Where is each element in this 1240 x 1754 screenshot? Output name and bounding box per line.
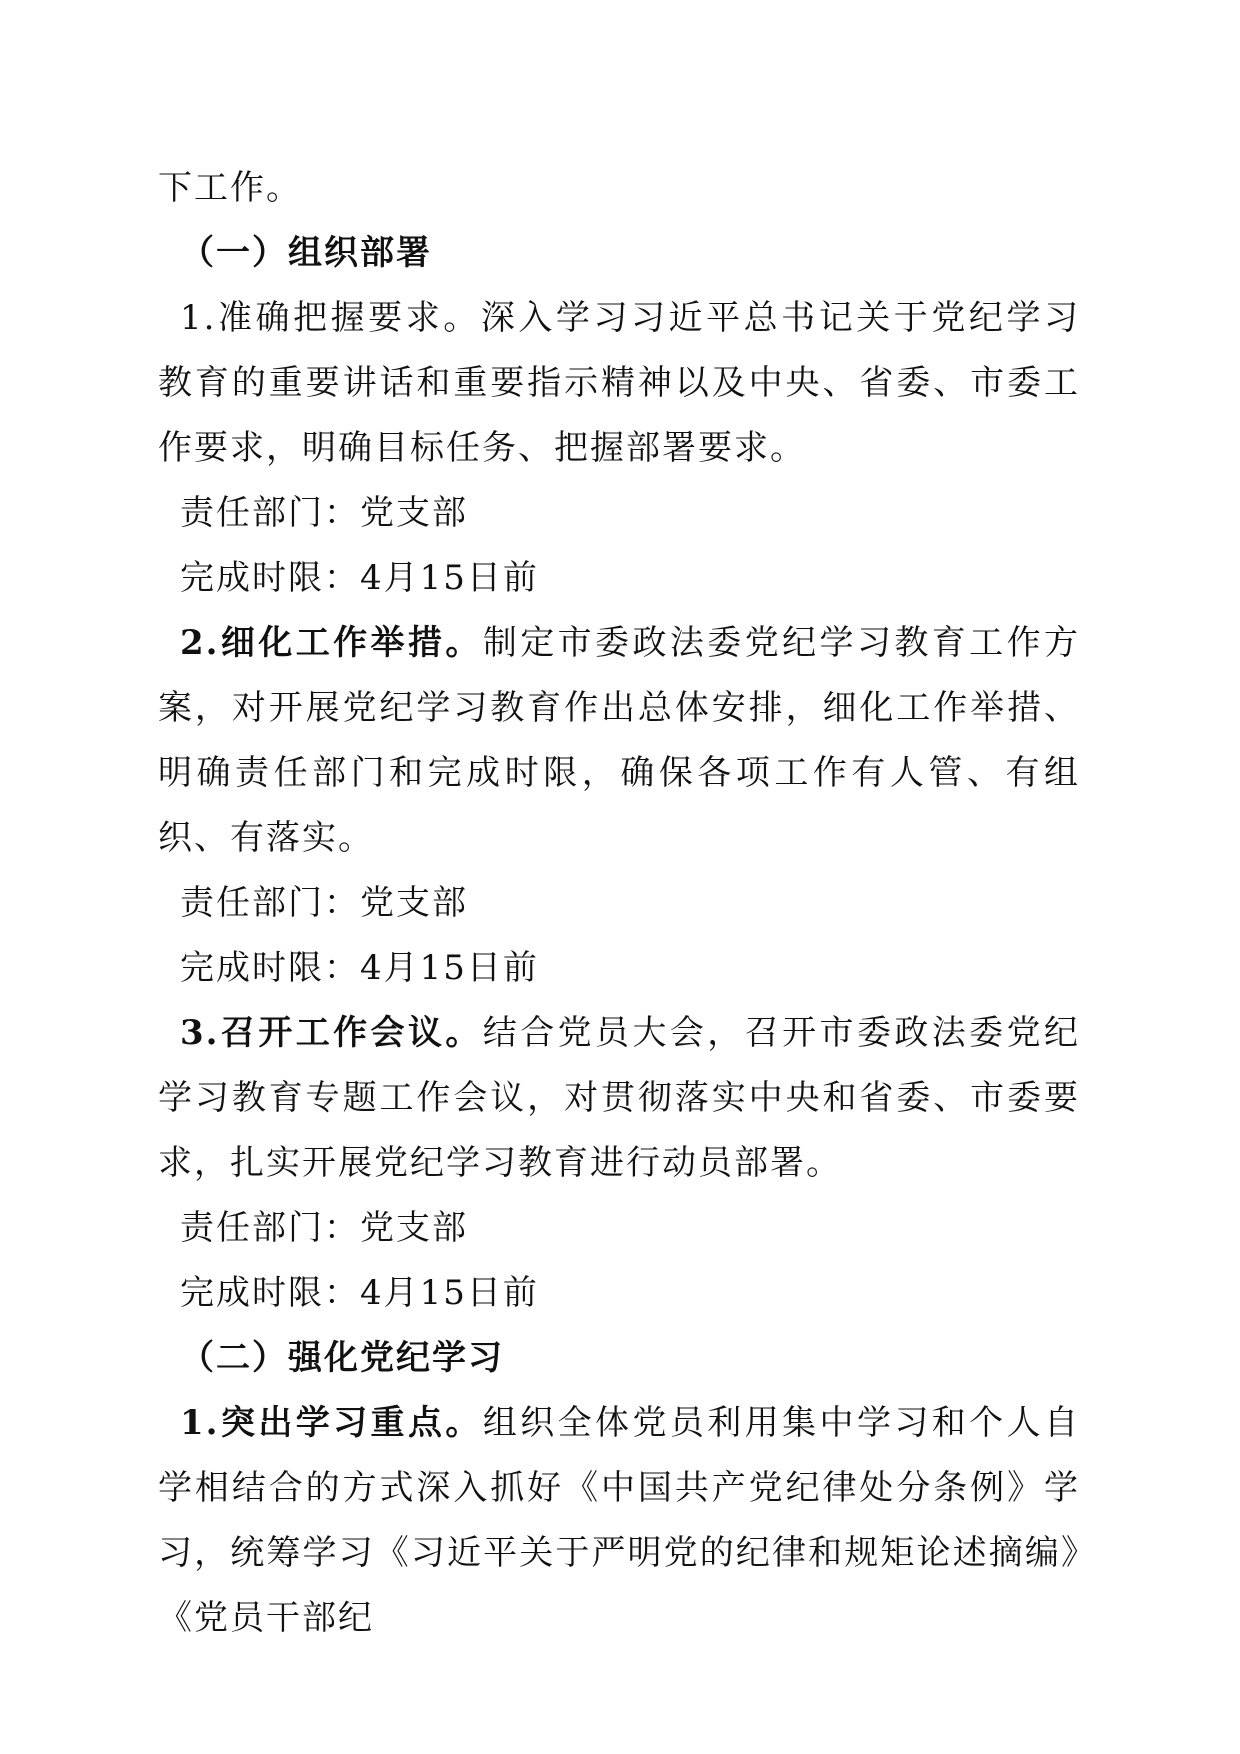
item-paragraph bbox=[158, 286, 1080, 481]
item-paragraph bbox=[158, 611, 1080, 871]
continuation-line: 下工作。 bbox=[158, 168, 302, 208]
item-lead: 1.突出学习重点。 bbox=[180, 1403, 483, 1443]
deadline: 完成时限：4月15日前 bbox=[180, 1273, 539, 1313]
item-text: 结合党员大会，召开市委政法委党纪学习教育专题工作会议，对贯彻落实中央和省委、市委要求，扎实开展党纪学习教育进行动员部署。 bbox=[158, 1013, 1081, 1183]
item-text: 深入学习习近平总书记关于党纪学习教育的重要讲话和重要指示精神以及中央、省委、市委工作要求，明确目标任务、把握部署要求。 bbox=[158, 298, 1080, 468]
responsible-dept: 责任部门：党支部 bbox=[180, 1208, 468, 1248]
item-paragraph bbox=[158, 1001, 1080, 1196]
item-lead: 1.准确把握要求。 bbox=[180, 298, 481, 338]
item-text: 组织全体党员利用集中学习和个人自学相结合的方式深入抓好《中国共产党纪律处分条例》学习，统筹学习《习近平关于严明党的纪律和规矩论述摘编》《党员干部纪 bbox=[158, 1403, 1081, 1638]
document-page bbox=[158, 156, 1080, 1651]
responsible-dept: 责任部门：党支部 bbox=[180, 493, 468, 533]
item-paragraph bbox=[158, 1391, 1080, 1651]
responsible-dept: 责任部门：党支部 bbox=[180, 883, 468, 923]
section-heading-2: （二）强化党纪学习 bbox=[180, 1338, 504, 1378]
deadline: 完成时限：4月15日前 bbox=[180, 558, 539, 598]
item-text: 制定市委政法委党纪学习教育工作方案，对开展党纪学习教育作出总体安排，细化工作举措、明确责任部门和完成时限，确保各项工作有人管、有组织、有落实。 bbox=[158, 623, 1081, 858]
section-heading-1: （一）组织部署 bbox=[180, 233, 432, 273]
deadline: 完成时限：4月15日前 bbox=[180, 948, 539, 988]
item-lead: 3.召开工作会议。 bbox=[180, 1013, 483, 1053]
item-lead: 2.细化工作举措。 bbox=[180, 623, 483, 663]
